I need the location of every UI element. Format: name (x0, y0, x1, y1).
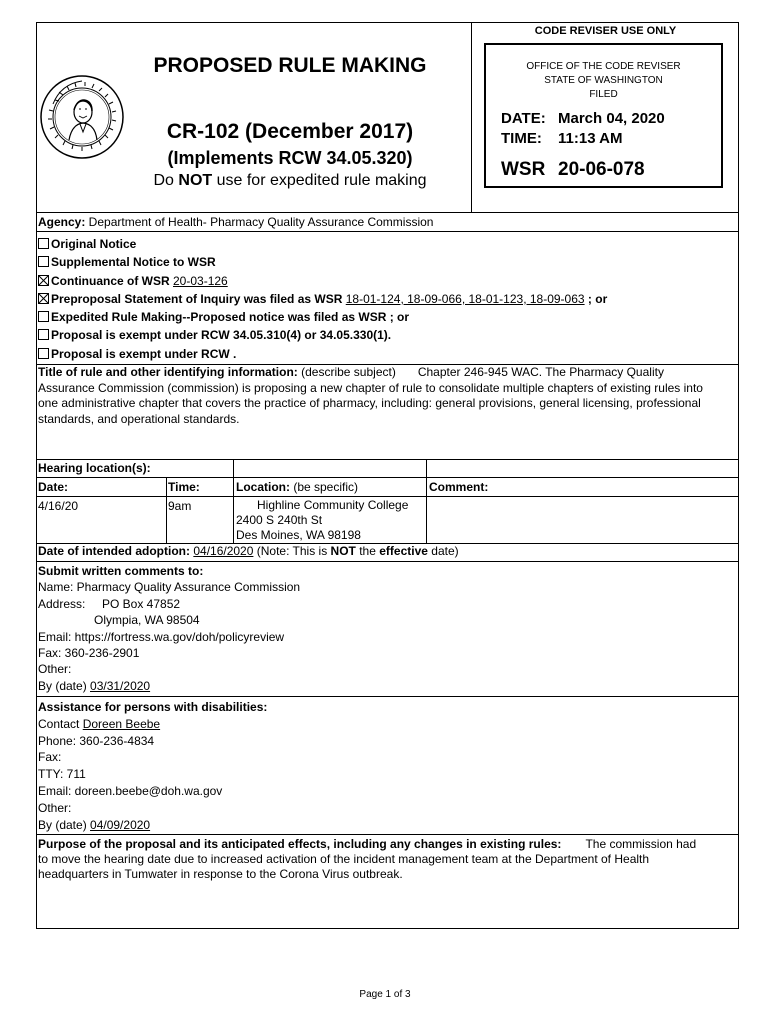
checkbox[interactable] (38, 348, 49, 359)
rule-title-section: Title of rule and other identifying information: (describe subject) Chapter 246-945 WAC. The Pharmacy Quality Assurance Commission (commission) is proposing a new chapter of rule to consolidate multiple chapters of existing rules into one administrative chapter that covers the practice of pharmacy, including: general provisions, general licensing, professional standards, and operational standards. (38, 365, 703, 426)
implements-rcw: (Implements RCW 34.05.320) (167, 148, 413, 168)
hearing-col-comment: Comment: (429, 480, 489, 494)
hearing-col-location: Location: (be specific) (236, 480, 359, 494)
wsr-number: WSR 20-06-078 (501, 159, 645, 180)
hearing-locations-label: Hearing location(s): (38, 461, 151, 475)
notice-option-continuance[interactable]: Continuance of WSR 20-03-126 (38, 272, 607, 290)
checkbox[interactable] (38, 238, 49, 249)
checkbox[interactable] (38, 329, 49, 340)
title-bottom-rule (36, 459, 739, 460)
expedited-notice: Do NOT use for expedited rule making (153, 172, 427, 189)
submit-comments-section: Submit written comments to: Name: Pharmacy Quality Assurance Commission Address: PO Box 47852 Olympia, WA 98504 Email: https://fortress.wa.gov/doh/policyreview Fax: 360-236-2901 Other: By (date) 03/31/2020 (38, 564, 301, 693)
form-title: PROPOSED RULE MAKING (153, 54, 427, 77)
hearing-location: Highline Community College 2400 S 240th St Des Moines, WA 98198 (236, 498, 409, 542)
checkbox-checked[interactable] (38, 275, 49, 286)
checkbox[interactable] (38, 311, 49, 322)
hearing-col-time: Time: (168, 480, 200, 494)
notice-option-exempt-rcw[interactable]: Proposal is exempt under RCW . (38, 345, 607, 363)
form-id: CR-102 (December 2017) (166, 120, 414, 143)
comments-bottom-rule (36, 696, 739, 697)
hearing-col-divider-3 (426, 459, 427, 543)
intended-adoption-date: Date of intended adoption: 04/16/2020 (Note: This is NOT the effective date) (38, 544, 459, 558)
header-divider (471, 22, 472, 212)
checkbox[interactable] (38, 256, 49, 267)
notice-option-original[interactable]: Original Notice (38, 235, 607, 253)
hearing-time: 9am (168, 499, 192, 513)
code-reviser-office: OFFICE OF THE CODE REVISER STATE OF WASHINGTON FILED (526, 61, 681, 100)
hearing-col-date: Date: (38, 480, 69, 494)
assistance-bottom-rule (36, 834, 739, 835)
notice-option-supplemental[interactable]: Supplemental Notice to WSR (38, 253, 607, 271)
header-bottom-rule (36, 212, 739, 213)
hearing-date: 4/16/20 (38, 499, 79, 513)
agency-bottom-rule (36, 231, 739, 232)
hearing-col-divider-1 (166, 477, 167, 543)
hearing-col-divider-2 (233, 459, 234, 543)
filed-date: DATE: March 04, 2020 (501, 110, 665, 127)
page-number: Page 1 of 3 (359, 989, 411, 1000)
notice-type-list (38, 235, 607, 363)
assistance-section: Assistance for persons with disabilities: Contact Doreen Beebe Phone: 360-236-4834 Fax: TTY: 711 Email: doreen.beebe@doh.wa.gov Other: By (date) 04/09/2020 (38, 700, 268, 832)
filed-time: TIME: 11:13 AM (501, 130, 623, 147)
adoption-bottom-rule (36, 561, 739, 562)
notice-option-exempt-310[interactable]: Proposal is exempt under RCW 34.05.310(4) or 34.05.330(1). (38, 326, 607, 344)
notice-option-expedited[interactable]: Expedited Rule Making--Proposed notice was filed as WSR ; or (38, 308, 607, 326)
agency-line: Agency: Department of Health- Pharmacy Quality Assurance Commission (38, 215, 434, 229)
code-reviser-heading: CODE REVISER USE ONLY (534, 25, 677, 37)
hearing-header-rule (36, 496, 739, 497)
hearing-label-rule (36, 477, 739, 478)
purpose-section: Purpose of the proposal and its anticipated effects, including any changes in existing rules: The commission had to move the hearing date due to increased activation of the incident management team at the Department of Health headquarters in Tumwater in response to the Corona Virus outbreak. (38, 837, 697, 881)
notice-option-preproposal[interactable]: Preproposal Statement of Inquiry was filed as WSR 18-01-124, 18-09-066, 18-01-123, 18-09-063 ; or (38, 290, 607, 308)
checkbox-checked[interactable] (38, 293, 49, 304)
